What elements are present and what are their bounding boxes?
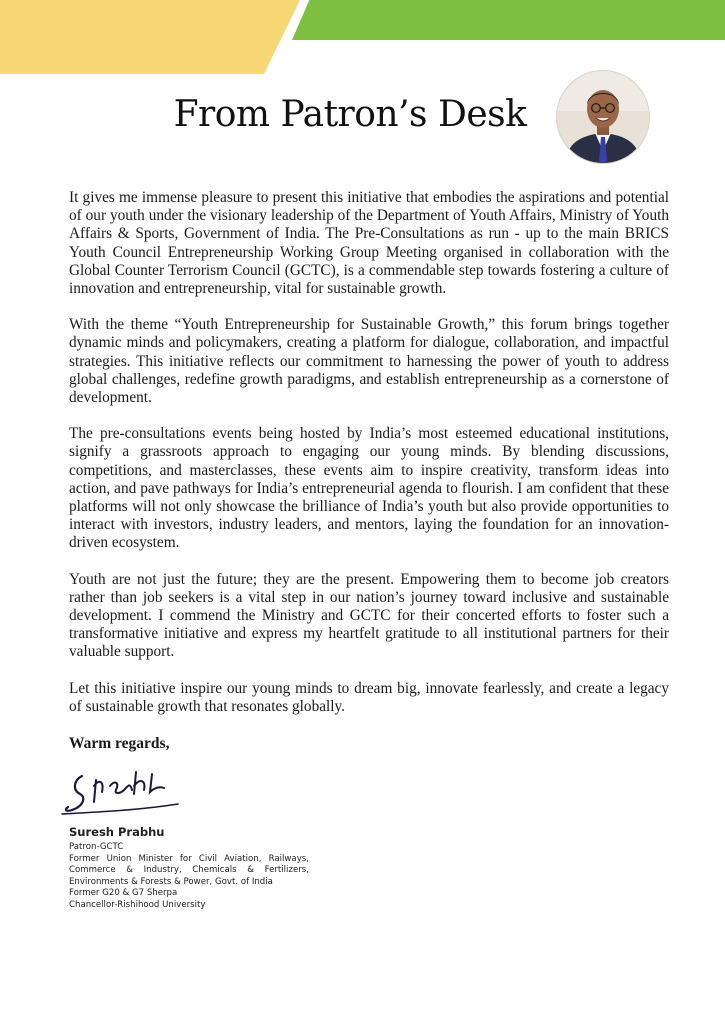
closing-regards: Warm regards, xyxy=(69,735,170,752)
letter-body xyxy=(69,189,669,734)
letter-paragraph-4: Youth are not just the future; they are the present. Empowering them to become job creators rather than job seekers is a vital step in our nation’s journey toward inclusive and sustainable development. I commend the Ministry and GCTC for their concerted efforts to foster such a transformative initiative and express my heartfelt gratitude to all institutional partners for their valuable support. xyxy=(69,570,669,661)
signer-chancellor: Chancellor-Rishihood University xyxy=(69,899,206,910)
handwritten-signature xyxy=(60,760,200,818)
letter-paragraph-5: Let this initiative inspire our young minds to dream big, innovate fearlessly, and create a legacy of sustainable growth that resonates globally. xyxy=(69,679,669,715)
patron-portrait xyxy=(557,71,649,163)
signer-name: Suresh Prabhu xyxy=(69,825,165,839)
header-band-green xyxy=(292,0,725,40)
letter-paragraph-2: With the theme “Youth Entrepreneurship for Sustainable Growth,” this forum brings together dynamic minds and policymakers, creating a platform for dialogue, collaboration, and impactful strategies. This initiative reflects our commitment to harnessing the power of youth to address global challenges, redefine growth paradigms, and establish entrepreneurship as a cornerstone of development. xyxy=(69,316,669,407)
page-title: From Patron’s Desk xyxy=(173,94,527,135)
signer-sherpa: Former G20 & G7 Sherpa xyxy=(69,888,178,899)
signer-role: Patron-GCTC xyxy=(69,842,124,852)
letter-paragraph-1: It gives me immense pleasure to present this initiative that embodies the aspirations and potential of our youth under the visionary leadership of the Department of Youth Affairs, Ministry of Youth Affairs & Sports, Government of India. The Pre-Consultations as run - up to the main BRICS Youth Council Entrepreneurship Working Group Meeting organised in collaboration with the Global Counter Terrorism Council (GCTC), is a commendable step towards fostering a culture of innovation and entrepreneurship, vital for sustainable growth. xyxy=(69,189,669,298)
signer-former-minister: Former Union Minister for Civil Aviation, Railways, Commerce & Industry, Chemicals & Fertilizers, Environments & Forests & Power, Govt. of India xyxy=(69,853,309,887)
header-band-yellow xyxy=(0,0,300,74)
signer-block xyxy=(69,825,309,912)
letter-paragraph-3: The pre-consultations events being hosted by India’s most esteemed educational institutions, signify a grassroots approach to engaging our young minds. By blending discussions, competitions, and masterclasses, these events aim to inspire creativity, transform ideas into action, and pave pathways for India’s entrepreneurial agenda to flourish. I am confident that these platforms will not only showcase the brilliance of India’s youth but also provide opportunities to interact with investors, industry leaders, and mentors, laying the foundation for an innovation-driven ecosystem. xyxy=(69,425,669,552)
